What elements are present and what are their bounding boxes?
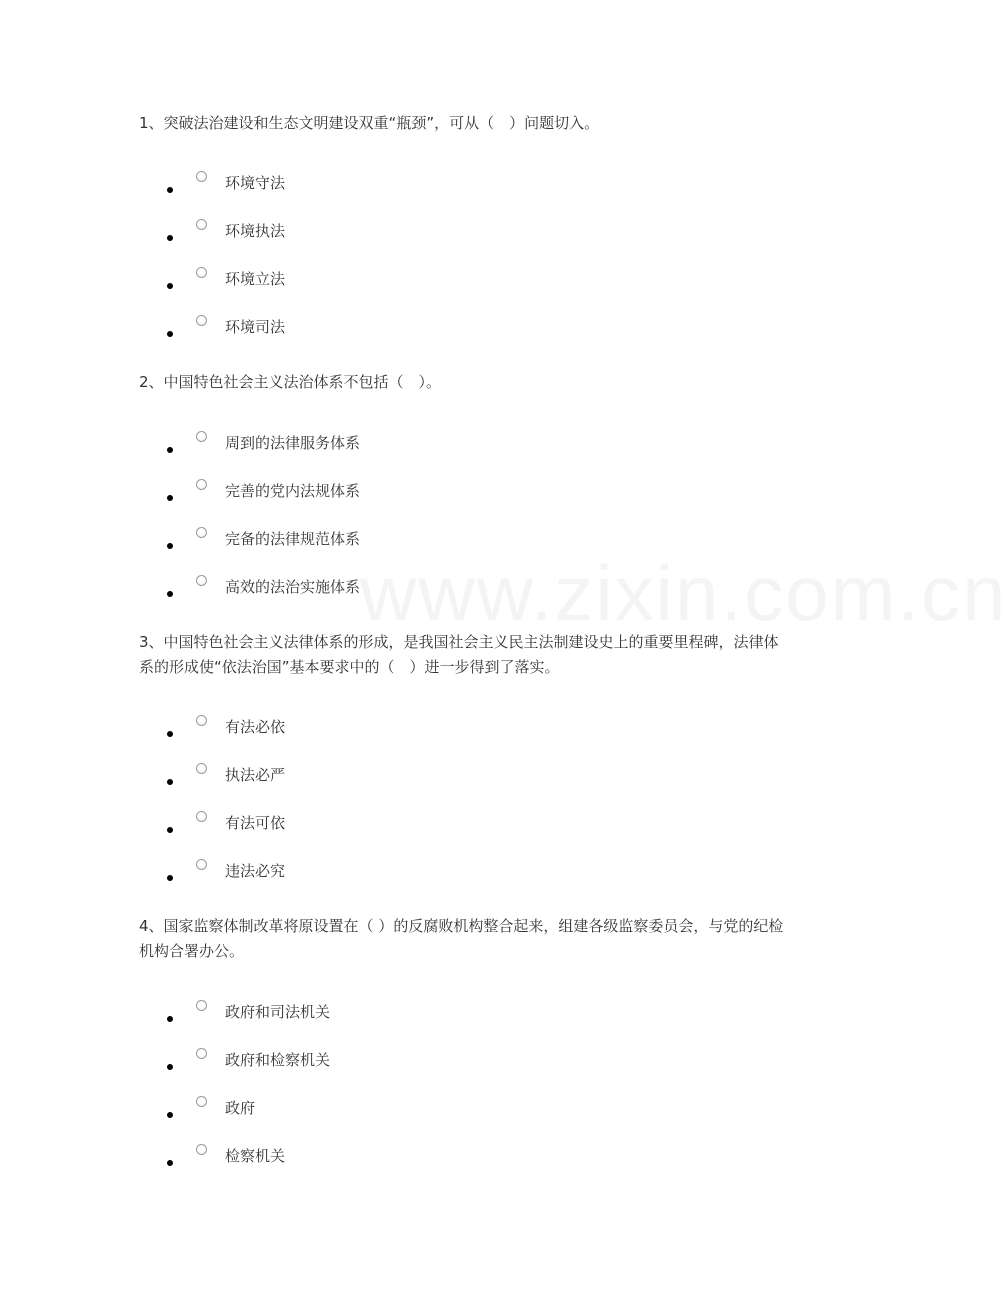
option-label: 违法必究	[225, 862, 286, 880]
option-label: 检察机关	[225, 1147, 286, 1165]
option-item[interactable]	[139, 479, 539, 519]
option-item[interactable]	[139, 527, 539, 567]
option-item[interactable]	[139, 219, 539, 259]
bullet-icon	[167, 591, 173, 597]
option-item[interactable]	[139, 431, 539, 471]
bullet-icon	[167, 875, 173, 881]
bullet-icon	[167, 827, 173, 833]
option-label: 有法可依	[225, 814, 286, 832]
radio-button[interactable]	[196, 763, 207, 774]
option-label: 环境守法	[225, 174, 286, 192]
watermark: www.zixin.com.cn	[360, 549, 1007, 637]
radio-button[interactable]	[196, 811, 207, 822]
bullet-icon	[167, 1112, 173, 1118]
option-label: 政府和检察机关	[225, 1051, 331, 1069]
radio-button[interactable]	[196, 315, 207, 326]
bullet-icon	[167, 1064, 173, 1070]
option-label: 周到的法律服务体系	[225, 434, 361, 452]
option-item[interactable]	[139, 315, 539, 355]
bullet-icon	[167, 779, 173, 785]
bullet-icon	[167, 1016, 173, 1022]
question-1	[139, 111, 789, 336]
radio-button[interactable]	[196, 431, 207, 442]
question-3	[139, 630, 789, 880]
bullet-icon	[167, 543, 173, 549]
option-item[interactable]	[139, 859, 539, 899]
option-label: 环境执法	[225, 222, 286, 240]
bullet-icon	[167, 447, 173, 453]
bullet-icon	[167, 495, 173, 501]
option-label: 完善的党内法规体系	[225, 482, 361, 500]
option-item[interactable]	[139, 1096, 539, 1136]
option-label: 环境立法	[225, 270, 286, 288]
question-2	[139, 370, 789, 596]
question-text: 4、国家监察体制改革将原设置在（ ）的反腐败机构整合起来，组建各级监察委员会，与党的纪检机构合署办公。	[139, 917, 784, 960]
option-label: 执法必严	[225, 766, 286, 784]
option-label: 政府和司法机关	[225, 1003, 331, 1021]
radio-button[interactable]	[196, 575, 207, 586]
bullet-icon	[167, 187, 173, 193]
option-item[interactable]	[139, 267, 539, 307]
radio-button[interactable]	[196, 715, 207, 726]
radio-button[interactable]	[196, 1048, 207, 1059]
bullet-icon	[167, 331, 173, 337]
question-text: 1、突破法治建设和生态文明建设双重“瓶颈”，可从（ ）问题切入。	[139, 114, 600, 132]
bullet-icon	[167, 235, 173, 241]
radio-button[interactable]	[196, 527, 207, 538]
bullet-icon	[167, 731, 173, 737]
option-item[interactable]	[139, 1144, 539, 1184]
radio-button[interactable]	[196, 1096, 207, 1107]
option-item[interactable]	[139, 1048, 539, 1088]
option-item[interactable]	[139, 1000, 539, 1040]
option-item[interactable]	[139, 811, 539, 851]
option-item[interactable]	[139, 763, 539, 803]
radio-button[interactable]	[196, 479, 207, 490]
option-label: 有法必依	[225, 718, 286, 736]
option-item[interactable]	[139, 171, 539, 211]
radio-button[interactable]	[196, 267, 207, 278]
radio-button[interactable]	[196, 859, 207, 870]
bullet-icon	[167, 283, 173, 289]
question-text: 2、中国特色社会主义法治体系不包括（ ）。	[139, 373, 442, 391]
question-text: 3、中国特色社会主义法律体系的形成，是我国社会主义民主法制建设史上的重要里程碑，法律体系的形成使“依法治国”基本要求中的（ ）进一步得到了落实。	[139, 633, 779, 676]
question-4	[139, 914, 789, 1165]
option-label: 环境司法	[225, 318, 286, 336]
option-label: 政府	[225, 1099, 256, 1117]
radio-button[interactable]	[196, 219, 207, 230]
option-label: 完备的法律规范体系	[225, 530, 361, 548]
option-label: 高效的法治实施体系	[225, 578, 361, 596]
bullet-icon	[167, 1160, 173, 1166]
option-item[interactable]	[139, 575, 539, 615]
radio-button[interactable]	[196, 1000, 207, 1011]
radio-button[interactable]	[196, 171, 207, 182]
option-item[interactable]	[139, 715, 539, 755]
radio-button[interactable]	[196, 1144, 207, 1155]
